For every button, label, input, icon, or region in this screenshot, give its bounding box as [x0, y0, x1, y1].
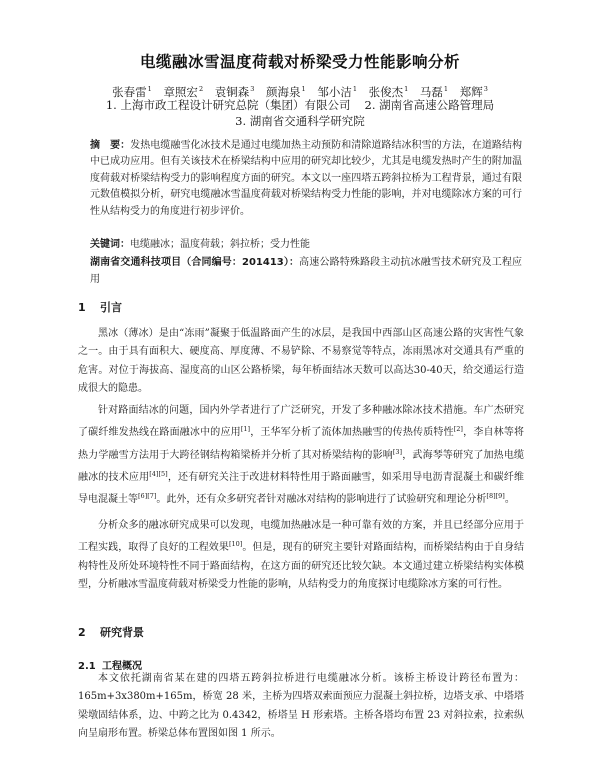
citation: [2] [453, 425, 463, 434]
keywords-text: 电缆融冰；温度荷载；斜拉桥；受力性能 [130, 239, 310, 250]
section-heading: 1 引言 [78, 301, 122, 314]
subsection-heading: 2.1 工程概况 [78, 661, 142, 672]
citation: [10] [228, 540, 243, 549]
paper-title: 电缆融冰雪温度荷载对桥梁受力性能影响分析 [139, 53, 460, 71]
affiliation-3: 3. 湖南省交通科学研究院 [235, 114, 365, 128]
citation: [1] [240, 425, 251, 434]
author: 邹小洁$^1$ [317, 85, 357, 99]
paragraph: 黑冰（薄冰）是由“冻雨”凝聚于低温路面产生的冰层，是我国中西部山区高速公路的灾害性气象之一。由于具有面积大、硬度高、厚度薄、不易铲除、不易察觉等特点，冻雨黑冰对交通具有严重的危害。对位于海拔高、湿度高的山区公路桥梁，每年桥面结冰天数可以高达30-40天，给交通运行造成很大的隐患。 [78, 328, 524, 394]
abstract-text: 发热电缆融雪化冰技术是通过电缆加热主动预防和清除道路结冰积雪的方法，在道路结构中已成功应用。但有关该技术在桥梁结构中应用的研究却比较少，尤其是电缆发热时产生的附加温度荷载对桥梁结构受力的影响程度方面的研究。本文以一座四塔五跨斜拉桥为工程背景，通过有限元数值模拟分析，研究电缆融冰雪温度荷载对桥梁结构受力性能的影响，并对电缆除冰方案的可行性从结构受力的角度进行初步评价。 [90, 140, 523, 217]
author: 章照宏$^2$ [163, 85, 204, 99]
citation: [6][7] [138, 492, 157, 501]
abstract [90, 138, 522, 220]
paragraph: 分析众多的融冰研究成果可以发现，电缆加热融冰是一种可靠有效的方案，并且已经部分应用于工程实践，取得了良好的工程效果[10]。但是，现有的研究主要针对路面结构，而桥梁结构由于自身结构特性及所处环境特性不同于路面结构，在这方面的研究还比较欠缺。本文通过建立桥梁结构实体模型，分析融冰雪温度荷载对桥梁受力性能的影响，从结构受力的角度探讨电缆除冰方案的可行性。 [78, 520, 525, 590]
author: 郑辉$^3$ [459, 85, 488, 99]
author: 张春雷$^1$ [112, 85, 152, 99]
funding [90, 255, 522, 288]
abstract-label: 摘 要： [90, 140, 131, 151]
keywords-label: 关键词： [90, 239, 130, 250]
author: 袁铜森$^3$ [214, 85, 255, 99]
keywords [90, 237, 522, 253]
affiliation-1: 1. 上海市政工程设计研究总院（集团）有限公司 [105, 98, 351, 112]
citation: [8][9] [486, 492, 505, 501]
affiliations-line-2 [0, 113, 600, 129]
author: 颜海泉$^1$ [266, 85, 306, 99]
section-heading: 2 研究背景 [78, 626, 144, 639]
affiliation-2: 2. 湖南省高速公路管理局 [364, 98, 495, 112]
citation: [4][5] [149, 469, 168, 478]
author: 马磊$^1$ [419, 85, 449, 99]
author: 张俊杰$^1$ [368, 85, 409, 99]
citation: [3] [392, 447, 403, 456]
affiliations-line-1 [0, 97, 600, 113]
funding-text: 高速公路特殊路段主动抗冰融雪技术研究及工程应用 [90, 257, 522, 285]
funding-label: 湖南省交通科技项目（合同编号：201413）： [90, 257, 300, 268]
paragraph: 针对路面结冰的问题，国内外学者进行了广泛研究，开发了多种融冰除冰技术措施。车广杰研究了碳纤维发热线在路面融冰中的应用[1]，王华军分析了流体加热融雪的传热传质特性[2]，李自林等将热力学融雪方法用于大跨径钢结构箱梁桥并分析了其对桥梁结构的影响[3]，武海琴等研究了加热电缆融冰的技术应用[4][5]，还有研究关注于改进材料特性用于路面融雪，如采用导电沥青混凝土和碳纤维导电混凝土等[6][7]。此外，还有众多研究者针对融冰对结构的影响进行了试验研究和理论分析[8][9]。 [78, 405, 525, 506]
paragraph: 本文依托湖南省某在建的四塔五跨斜拉桥进行电缆融冰分析。该桥主桥设计跨径布置为：165m+3x380m+165m，桥宽 28 米，主桥为四塔双索面预应力混凝土斜拉桥，边塔支承、中塔塔梁墩固结体系，边、中跨之比为 0.4342，桥塔呈 H 形索塔。主桥各塔均布置 23 对斜拉索，拉索纵向呈扇形布置。桥梁总体布置图如图 1 所示。 [78, 673, 524, 739]
